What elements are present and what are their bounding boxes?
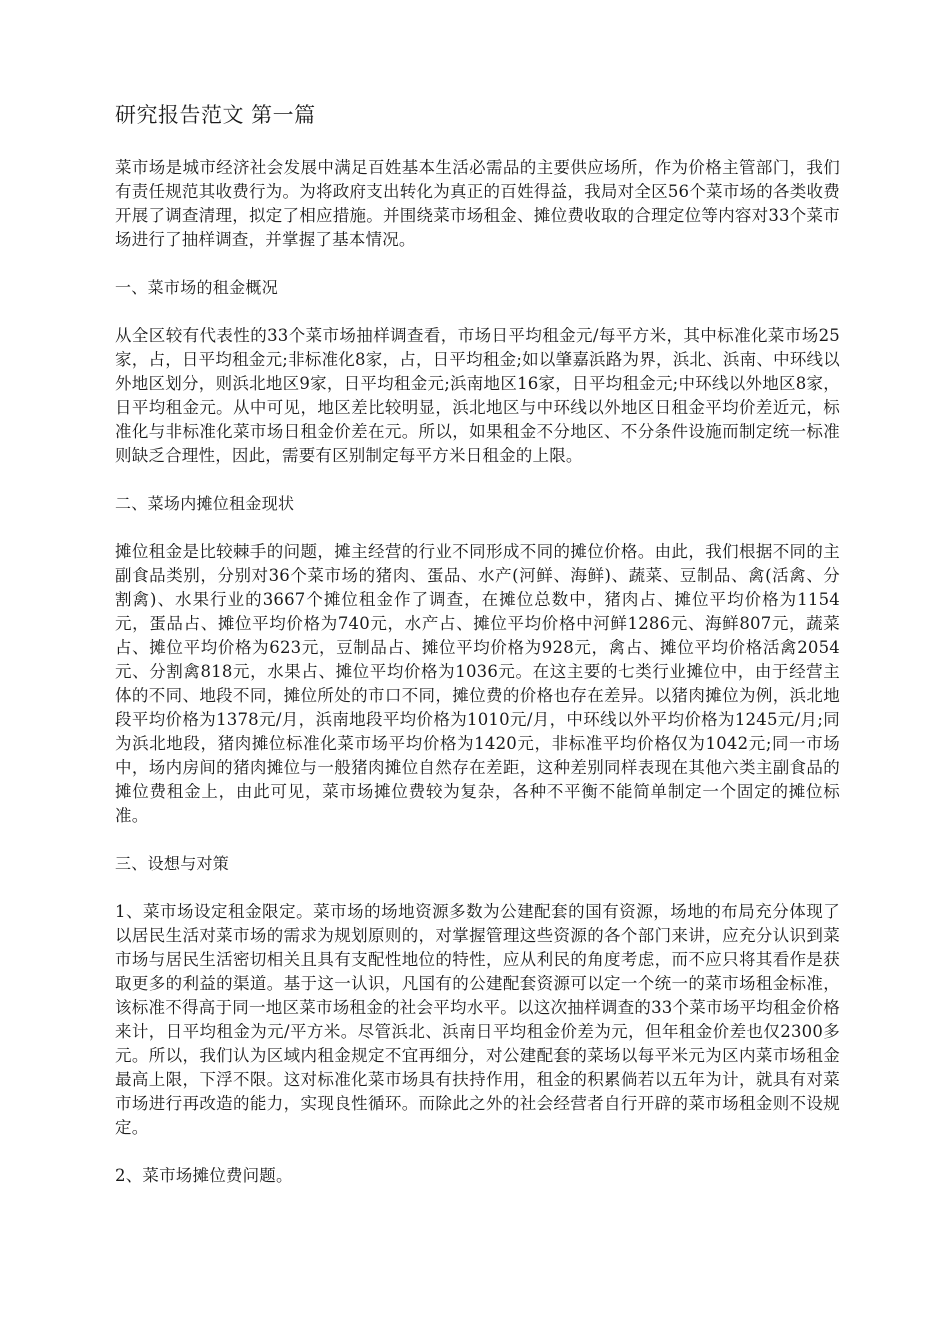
- document-page: [115, 100, 840, 1212]
- section-3-heading: 三、设想与对策: [115, 854, 230, 873]
- section-2-paragraph: 摊位租金是比较棘手的问题，摊主经营的行业不同形成不同的摊位价格。由此，我们根据不同的主副食品类别，分别对36个菜市场的猪肉、蛋品、水产(河鲜、海鲜)、蔬菜、豆制品、禽(活禽、分割禽)、水果行业的3667个摊位租金作了调查，在摊位总数中，猪肉占、摊位平均价格为1154元，蛋品占、摊位平均价格为740元，水产占、摊位平均价格中河鲜1286元、海鲜807元，蔬菜占、摊位平均价格为623元，豆制品占、摊位平均价格为928元，禽占、摊位平均价格活禽2054元、分割禽818元，水果占、摊位平均价格为1036元。在这主要的七类行业摊位中，由于经营主体的不同、地段不同，摊位所处的市口不同，摊位费的价格也存在差异。以猪肉摊位为例，浜北地段平均价格为1378元/月，浜南地段平均价格为1010元/月，中环线以外平均价格为1245元/月;同为浜北地段，猪肉摊位标准化菜市场平均价格为1420元，非标准平均价格仅为1042元;同一市场中，场内房间的猪肉摊位与一般猪肉摊位自然存在差距，这种差别同样表现在其他六类主副食品的摊位费租金上，由此可见，菜市场摊位费较为复杂，各种不平衡不能简单制定一个固定的摊位标准。: [115, 542, 840, 825]
- section-2-heading: 二、菜场内摊位租金现状: [115, 494, 295, 513]
- section-1-heading: 一、菜市场的租金概况: [115, 278, 279, 297]
- section-3-item-2-paragraph: 2、菜市场摊位费问题。: [115, 1166, 293, 1185]
- section-1-paragraph: 从全区较有代表性的33个菜市场抽样调查看，市场日平均租金元/每平方米，其中标准化菜市场25家，占，日平均租金元;非标准化8家，占，日平均租金;如以肇嘉浜路为界，浜北、浜南、中环线以外地区划分，则浜北地区9家，日平均租金元;浜南地区16家，日平均租金元;中环线以外地区8家，日平均租金元。从中可见，地区差比较明显，浜北地区与中环线以外地区日租金平均价差近元，标准化与非标准化菜市场日租金价差在元。所以，如果租金不分地区、不分条件设施而制定统一标准则缺乏合理性，因此，需要有区别制定每平方米日租金的上限。: [115, 326, 840, 465]
- document-title: 研究报告范文 第一篇: [115, 103, 316, 127]
- intro-paragraph: 菜市场是城市经济社会发展中满足百姓基本生活必需品的主要供应场所，作为价格主管部门，我们有责任规范其收费行为。为将政府支出转化为真正的百姓得益，我局对全区56个菜市场的各类收费开展了调查清理，拟定了相应措施。并围绕菜市场租金、摊位费收取的合理定位等内容对33个菜市场进行了抽样调查，并掌握了基本情况。: [115, 158, 840, 249]
- section-3-item-1-paragraph: 1、菜市场设定租金限定。菜市场的场地资源多数为公建配套的国有资源，场地的布局充分体现了以居民生活对菜市场的需求为规划原则的，对掌握管理这些资源的各个部门来讲，应充分认识到菜市场与居民生活密切相关且具有支配性地位的特性，应从利民的角度考虑，而不应只将其看作是获取更多的利益的渠道。基于这一认识，凡国有的公建配套资源可以定一个统一的菜市场租金标准，该标准不得高于同一地区菜市场租金的社会平均水平。以这次抽样调查的33个菜市场平均租金价格来计，日平均租金为元/平方米。尽管浜北、浜南日平均租金价差为元，但年租金价差也仅2300多元。所以，我们认为区域内租金规定不宜再细分，对公建配套的菜场以每平米元为区内菜市场租金最高上限，下浮不限。这对标准化菜市场具有扶持作用，租金的积累倘若以五年为计，就具有对菜市场进行再改造的能力，实现良性循环。而除此之外的社会经营者自行开辟的菜市场租金则不设规定。: [115, 902, 840, 1137]
